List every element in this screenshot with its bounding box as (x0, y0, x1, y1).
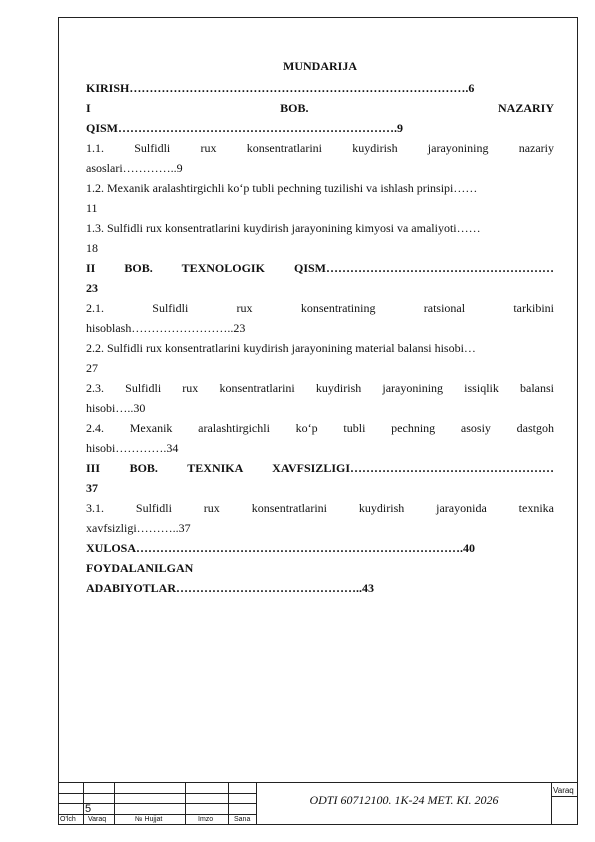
toc-entry: 18 (86, 241, 98, 255)
document-code: ODTI 60712100. 1K-24 MET. KI. 2026 (309, 793, 499, 807)
col-sana: Sana (234, 816, 251, 823)
toc-entry: 1.3. Sulfidli rux konsentratlarini kuydirish jarayonining kimyosi va amaliyoti…… (86, 221, 481, 235)
toc-entry: II BOB. TEXNOLOGIK QISM………………………………………………… (86, 261, 554, 275)
toc-entries (86, 78, 554, 598)
toc-entry: KIRISH………………………………………………………………………….6 (86, 81, 475, 95)
toc-entry: I BOB. NAZARIY (86, 101, 554, 115)
toc-entry: 2.1. Sulfidli rux konsentratining ratsional tarkibini (86, 301, 554, 315)
toc-entry: FOYDALANILGAN (86, 561, 194, 575)
toc-entry: XULOSA……………………………………………………………………….40 (86, 541, 476, 555)
toc-entry: 37 (86, 481, 98, 495)
toc-entry: III BOB. TEXNIKA XAVFSIZLIGI…………………………………………… (86, 461, 554, 475)
toc-entry: 23 (86, 281, 98, 295)
col-olch: O'lch (60, 816, 76, 823)
toc-entry: xavfsizligi………..37 (86, 521, 191, 535)
toc-entry: 2.3. Sulfidli rux konsentratlarini kuydirish jarayonining issiqlik balansi (86, 381, 554, 395)
toc-entry: 11 (86, 201, 98, 215)
col-hujjat: № Hujjat (135, 816, 163, 823)
toc-entry: ADABIYOTLAR………………………………………..43 (86, 581, 375, 595)
toc-entry: 1.1. Sulfidli rux konsentratlarini kuydirish jarayonining nazariy (86, 141, 554, 155)
col-imzo: Imzo (198, 816, 214, 823)
toc-entry: QISM…………………………………………………………….9 (86, 121, 404, 135)
toc-entry: 2.2. Sulfidli rux konsentratlarini kuydirish jarayonining material balansi hisobi… (86, 341, 476, 355)
toc-entry: 3.1. Sulfidli rux konsentratlarini kuydirish jarayonida texnika (86, 501, 554, 515)
table-of-contents (86, 56, 554, 598)
sheet-label: Varaq (553, 786, 574, 795)
toc-entry: 1.2. Mexanik aralashtirgichli ko‘p tubli pechning tuzilishi va ishlash prinsipi…… (86, 181, 478, 195)
toc-entry: 2.4. Mexanik aralashtirgichli ko‘p tubli pechning asosiy dastgoh (86, 421, 554, 435)
toc-entry: 27 (86, 361, 98, 375)
toc-entry: hisobi………….34 (86, 441, 179, 455)
toc-entry: asoslari…………..9 (86, 161, 183, 175)
toc-entry: hisoblash……………………..23 (86, 321, 246, 335)
toc-title: MUNDARIJA (283, 59, 357, 73)
page-number: 5 (85, 803, 92, 815)
toc-entry: hisobi…..30 (86, 401, 146, 415)
title-block (58, 782, 578, 825)
col-varaq: Varaq (88, 816, 107, 823)
